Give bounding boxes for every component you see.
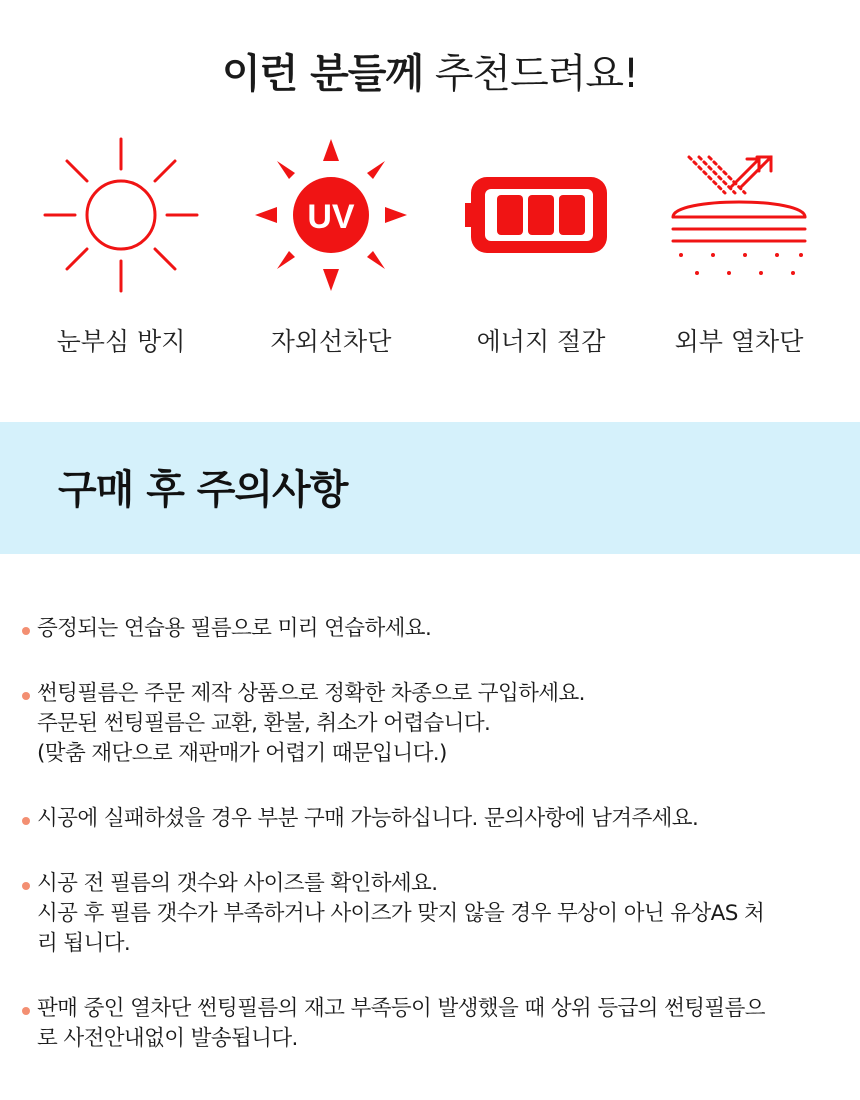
uv-icon bbox=[251, 135, 411, 295]
note-line: 주문된 썬팅필름은 교환, 환불, 취소가 어렵습니다. bbox=[37, 711, 491, 736]
note-line: 증정되는 연습용 필름으로 미리 연습하세요. bbox=[37, 616, 432, 641]
note-item bbox=[22, 804, 842, 834]
feature-row bbox=[0, 130, 860, 370]
heat-reflect-icon bbox=[659, 135, 819, 295]
note-line: 시공 후 필름 갯수가 부족하거나 사이즈가 맞지 않을 경우 무상이 아닌 유상AS 처 bbox=[37, 901, 765, 926]
feature-label: 눈부심 방지 bbox=[56, 327, 186, 356]
notice-header bbox=[0, 422, 860, 554]
note-line: 썬팅필름은 주문 제작 상품으로 정확한 차종으로 구입하세요. bbox=[37, 681, 585, 706]
headline-bold: 이런 분들께 bbox=[221, 51, 424, 97]
bullet-dot-icon bbox=[22, 627, 30, 635]
bullet-dot-icon bbox=[22, 882, 30, 890]
note-item bbox=[22, 994, 842, 1054]
feature-uv bbox=[226, 130, 436, 370]
note-line: 시공 전 필름의 갯수와 사이즈를 확인하세요. bbox=[37, 871, 438, 896]
battery-icon bbox=[461, 135, 621, 295]
note-line: (맞춤 재단으로 재판매가 어렵기 때문입니다.) bbox=[37, 741, 447, 766]
note-item bbox=[22, 679, 842, 769]
page-headline bbox=[0, 42, 860, 99]
bullet-dot-icon bbox=[22, 817, 30, 825]
note-line: 시공에 실패하셨을 경우 부분 구매 가능하십니다. 문의사항에 남겨주세요. bbox=[37, 806, 699, 831]
feature-label: 에너지 절감 bbox=[476, 327, 606, 356]
note-item bbox=[22, 869, 842, 959]
feature-heat bbox=[634, 130, 844, 370]
feature-glare bbox=[16, 130, 226, 370]
bullet-dot-icon bbox=[22, 1007, 30, 1015]
headline-light: 추천드려요! bbox=[434, 51, 639, 97]
feature-label: 자외선차단 bbox=[270, 327, 392, 356]
bullet-dot-icon bbox=[22, 692, 30, 700]
notes-list bbox=[22, 614, 842, 1089]
sun-icon bbox=[41, 135, 201, 295]
note-line: 판매 중인 열차단 썬팅필름의 재고 부족등이 발생했을 때 상위 등급의 썬팅필름으 bbox=[37, 996, 765, 1021]
note-line: 로 사전안내없이 발송됩니다. bbox=[37, 1026, 298, 1051]
feature-label: 외부 열차단 bbox=[674, 327, 804, 356]
uv-icon-text: UV bbox=[307, 198, 355, 236]
notice-title: 구매 후 주의사항 bbox=[58, 467, 348, 513]
note-item bbox=[22, 614, 842, 644]
feature-energy bbox=[436, 130, 646, 370]
note-line: 리 됩니다. bbox=[37, 931, 131, 956]
